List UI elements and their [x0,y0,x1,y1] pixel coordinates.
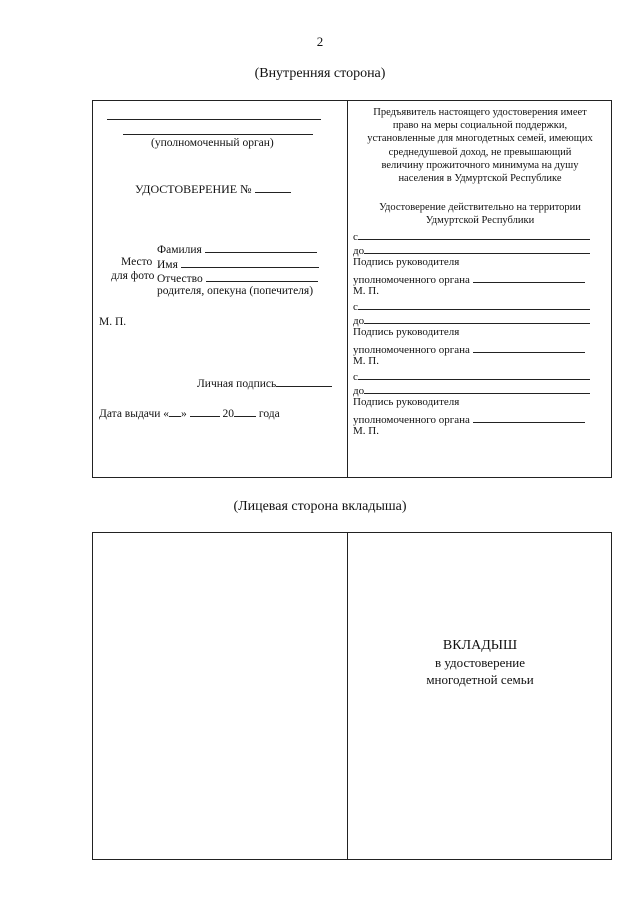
insert-front-side [92,532,612,860]
head-signature-3-line1: Подпись руководителя [353,396,460,408]
photo-place-label-line1: Место [121,256,153,268]
valid-from-3: с [353,368,590,383]
parent-label: родителя, опекуна (попечителя) [157,285,314,297]
photo-place-label-line2: для фото [111,270,155,282]
stamp-label-right-2: М. П. [353,355,379,367]
head-signature-2-line1: Подпись руководителя [353,326,460,338]
validity-text: Удостоверение действительно на территории Удмуртской Республики [379,202,581,227]
page-number: 2 [316,34,324,49]
inner-side-caption: (Внутренняя сторона) [254,66,386,81]
card-fold-divider [347,101,348,477]
valid-to-3: до [353,382,590,397]
valid-from-1: с [353,228,590,243]
valid-to-2: до [353,312,590,327]
stamp-label-right-1: М. П. [353,285,379,297]
insert-front-caption: (Лицевая сторона вкладыша) [233,499,407,514]
insert-fold-divider [347,533,348,859]
head-signature-1-line2: уполномоченного органа [353,271,585,286]
insert-subtitle-line1: в удостоверение [434,655,526,670]
name-field: Имя [157,256,319,271]
head-signature-1-line1: Подпись руководителя [353,256,460,268]
certificate-title: УДОСТОВЕРЕНИЕ № [135,181,291,197]
certificate-inner-side [92,100,612,478]
head-signature-3-line2: уполномоченного органа [353,411,585,426]
surname-field: Фамилия [157,241,317,256]
rights-text: Предъявитель настоящего удостоверения имеет право на меры социальной поддержки, установленные для многодетных семей, имеющих среднедушевой доход, не превышающий величину прожиточного минимума на душу населения в Удмуртской Республике [367,107,593,185]
valid-from-2: с [353,298,590,313]
insert-title-block [349,637,611,688]
issue-date-field: Дата выдачи « » 20 года [99,405,280,420]
authority-line-1 [107,119,321,120]
stamp-label-left: М. П. [99,316,127,328]
authority-label: (уполномоченный орган) [151,137,274,149]
head-signature-2-line2: уполномоченного органа [353,341,585,356]
patronymic-field: Отчество [157,270,318,285]
stamp-label-right-3: М. П. [353,425,379,437]
insert-subtitle-line2: многодетной семьи [426,672,534,687]
authority-line-2 [123,134,313,135]
valid-to-1: до [353,242,590,257]
personal-signature-field: Личная подпись [197,375,332,390]
insert-title: ВКЛАДЫШ [442,638,518,653]
